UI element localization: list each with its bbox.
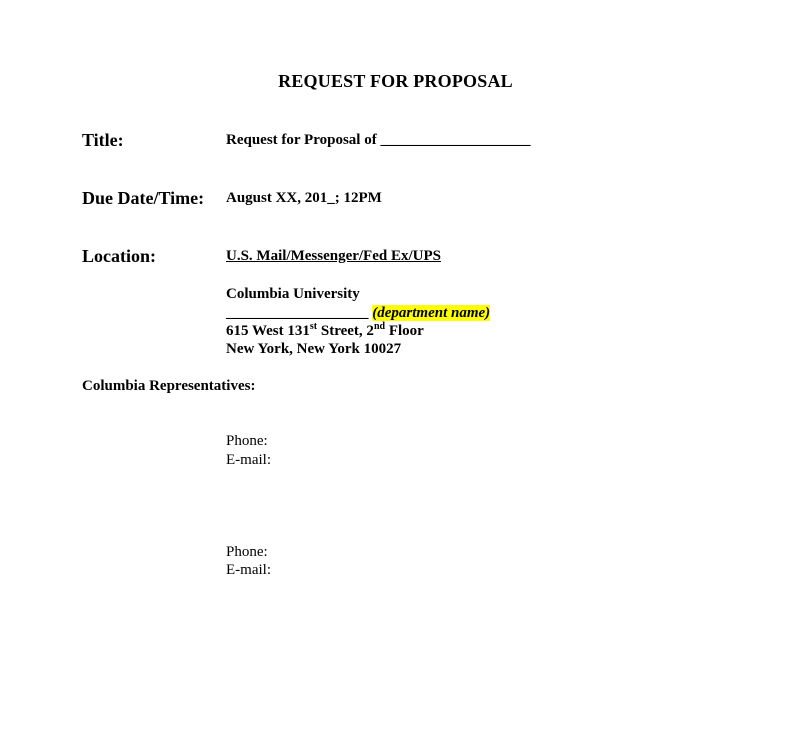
contact-2-email-label: E-mail: (226, 562, 271, 578)
contact-1-phone-label: Phone: (226, 433, 268, 449)
due-date-label: Due Date/Time: (82, 188, 205, 208)
street-address: 615 West 131st Street, 2nd Floor (226, 321, 424, 339)
contact-1-email-label: E-mail: (226, 452, 271, 468)
title-label: Title: (82, 130, 124, 150)
location-label: Location: (82, 246, 156, 266)
delivery-methods: U.S. Mail/Messenger/Fed Ex/UPS (226, 248, 441, 264)
due-date-value: August XX, 201_; 12PM (226, 190, 382, 206)
contact-2-phone-label: Phone: (226, 544, 268, 560)
title-value: Request for Proposal of ____________________ (226, 132, 531, 148)
representatives-heading: Columbia Representatives: (82, 378, 256, 394)
document-heading: REQUEST FOR PROPOSAL (278, 71, 513, 91)
department-placeholder: (department name) (372, 305, 491, 321)
department-line (226, 305, 490, 322)
city-address: New York, New York 10027 (226, 341, 402, 357)
department-blank: ___________________ (226, 305, 369, 321)
organization-name: Columbia University (226, 286, 360, 302)
